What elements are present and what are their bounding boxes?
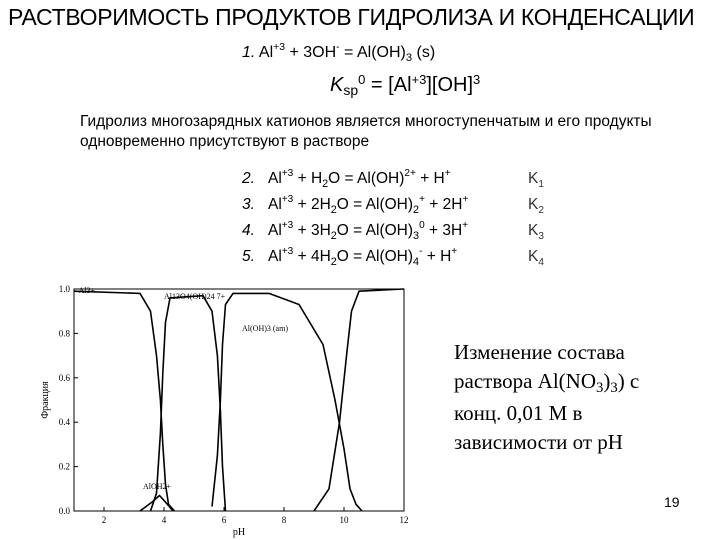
equilibrium-constant: $K_1$ (528, 170, 544, 190)
y-tick-label: 0.4 (58, 417, 70, 428)
annotation-al3: Al3+ (78, 286, 96, 295)
equation-1 (242, 44, 435, 62)
annotation-al-oh3-am: Al(OH)3 (am) (242, 324, 288, 333)
ksp-sup: 0 (358, 72, 366, 87)
chart-caption (454, 338, 704, 457)
caption-line-1: Изменение состава (454, 340, 625, 364)
eq1-part-d: (s) (412, 44, 436, 61)
x-tick-label: 12 (399, 515, 409, 525)
y-tick-label: 0.0 (58, 506, 70, 516)
ksp-rest: = [Al (365, 74, 412, 96)
slide-title: РАСТВОРИМОСТЬ ПРОДУКТОВ ГИДРОЛИЗА И КОНДЕНСАЦИИ (8, 4, 695, 30)
constant-list (528, 166, 544, 270)
y-tick-label: 0.8 (58, 328, 70, 339)
annotation-al13: Al13O4(OH)24 7+ (164, 292, 226, 301)
ksp-sub: sp (343, 82, 359, 98)
eq1-sup-a: +3 (273, 42, 285, 53)
reaction-row: 3. $Al^{+3} + 2H_2O = Al(OH)_2^+ + 2H^+$ (242, 194, 469, 216)
x-tick-label: 10 (339, 515, 349, 525)
eq1-sub-c: 3 (405, 52, 413, 64)
reaction-row: 4. $Al^{+3} + 3H_2O = Al(OH)_3^0 + 3H^+$ (242, 220, 469, 242)
series-line (314, 289, 404, 511)
ksp-rest2: ][OH] (426, 74, 474, 96)
x-axis-label: pH (232, 527, 246, 538)
x-tick-label: 2 (101, 515, 107, 525)
x-tick-label: 8 (281, 515, 287, 525)
eq1-part-a: Al (255, 44, 274, 61)
eq1-number: 1. (242, 44, 256, 61)
speciation-chart (40, 262, 440, 540)
ksp-rest-sup: +3 (411, 72, 427, 87)
reaction-row: 5. $Al^{+3} + 4H_2O = Al(OH)_4^- + H^+$ (242, 246, 458, 268)
page-number: 19 (664, 494, 680, 510)
equilibrium-constant: $K_4$ (528, 248, 544, 268)
equilibrium-constant: $K_2$ (528, 196, 544, 216)
caption-line-4: зависимости от pH (454, 430, 623, 454)
caption-line-2: раствора Al(NO3)3) с (454, 369, 640, 396)
y-tick-label: 1.0 (58, 284, 70, 294)
equilibrium-constant: $K_3$ (528, 222, 544, 242)
eq1-part-b: + 3OH (285, 44, 337, 61)
reaction-list (242, 166, 468, 270)
y-tick-label: 0.2 (58, 461, 70, 472)
eq1-part-c: = Al(OH) (339, 44, 406, 61)
x-tick-label: 4 (161, 515, 167, 525)
y-tick-label: 0.6 (58, 372, 70, 383)
ksp-rest2-sup: 3 (473, 72, 481, 87)
plot-frame (74, 289, 404, 511)
ksp-k: K (330, 74, 344, 96)
ksp-expression (330, 74, 480, 97)
hydrolysis-paragraph: Гидролиз многозарядных катионов является многоступенчатым и его продукты одновременно присутствуют в растворе (80, 113, 652, 150)
series-line (74, 291, 175, 511)
reaction-row: 2. $Al^{+3} + H_2O = Al(OH)^{2+} + H^+$ (242, 168, 451, 190)
annotation-aloh2: AlOH2+ (143, 481, 172, 491)
caption-line-3: конц. 0,01 М в (454, 401, 583, 425)
x-tick-label: 6 (221, 515, 227, 525)
eq1-sup-b: - (336, 42, 340, 53)
y-axis-label: Фракция (40, 381, 51, 419)
